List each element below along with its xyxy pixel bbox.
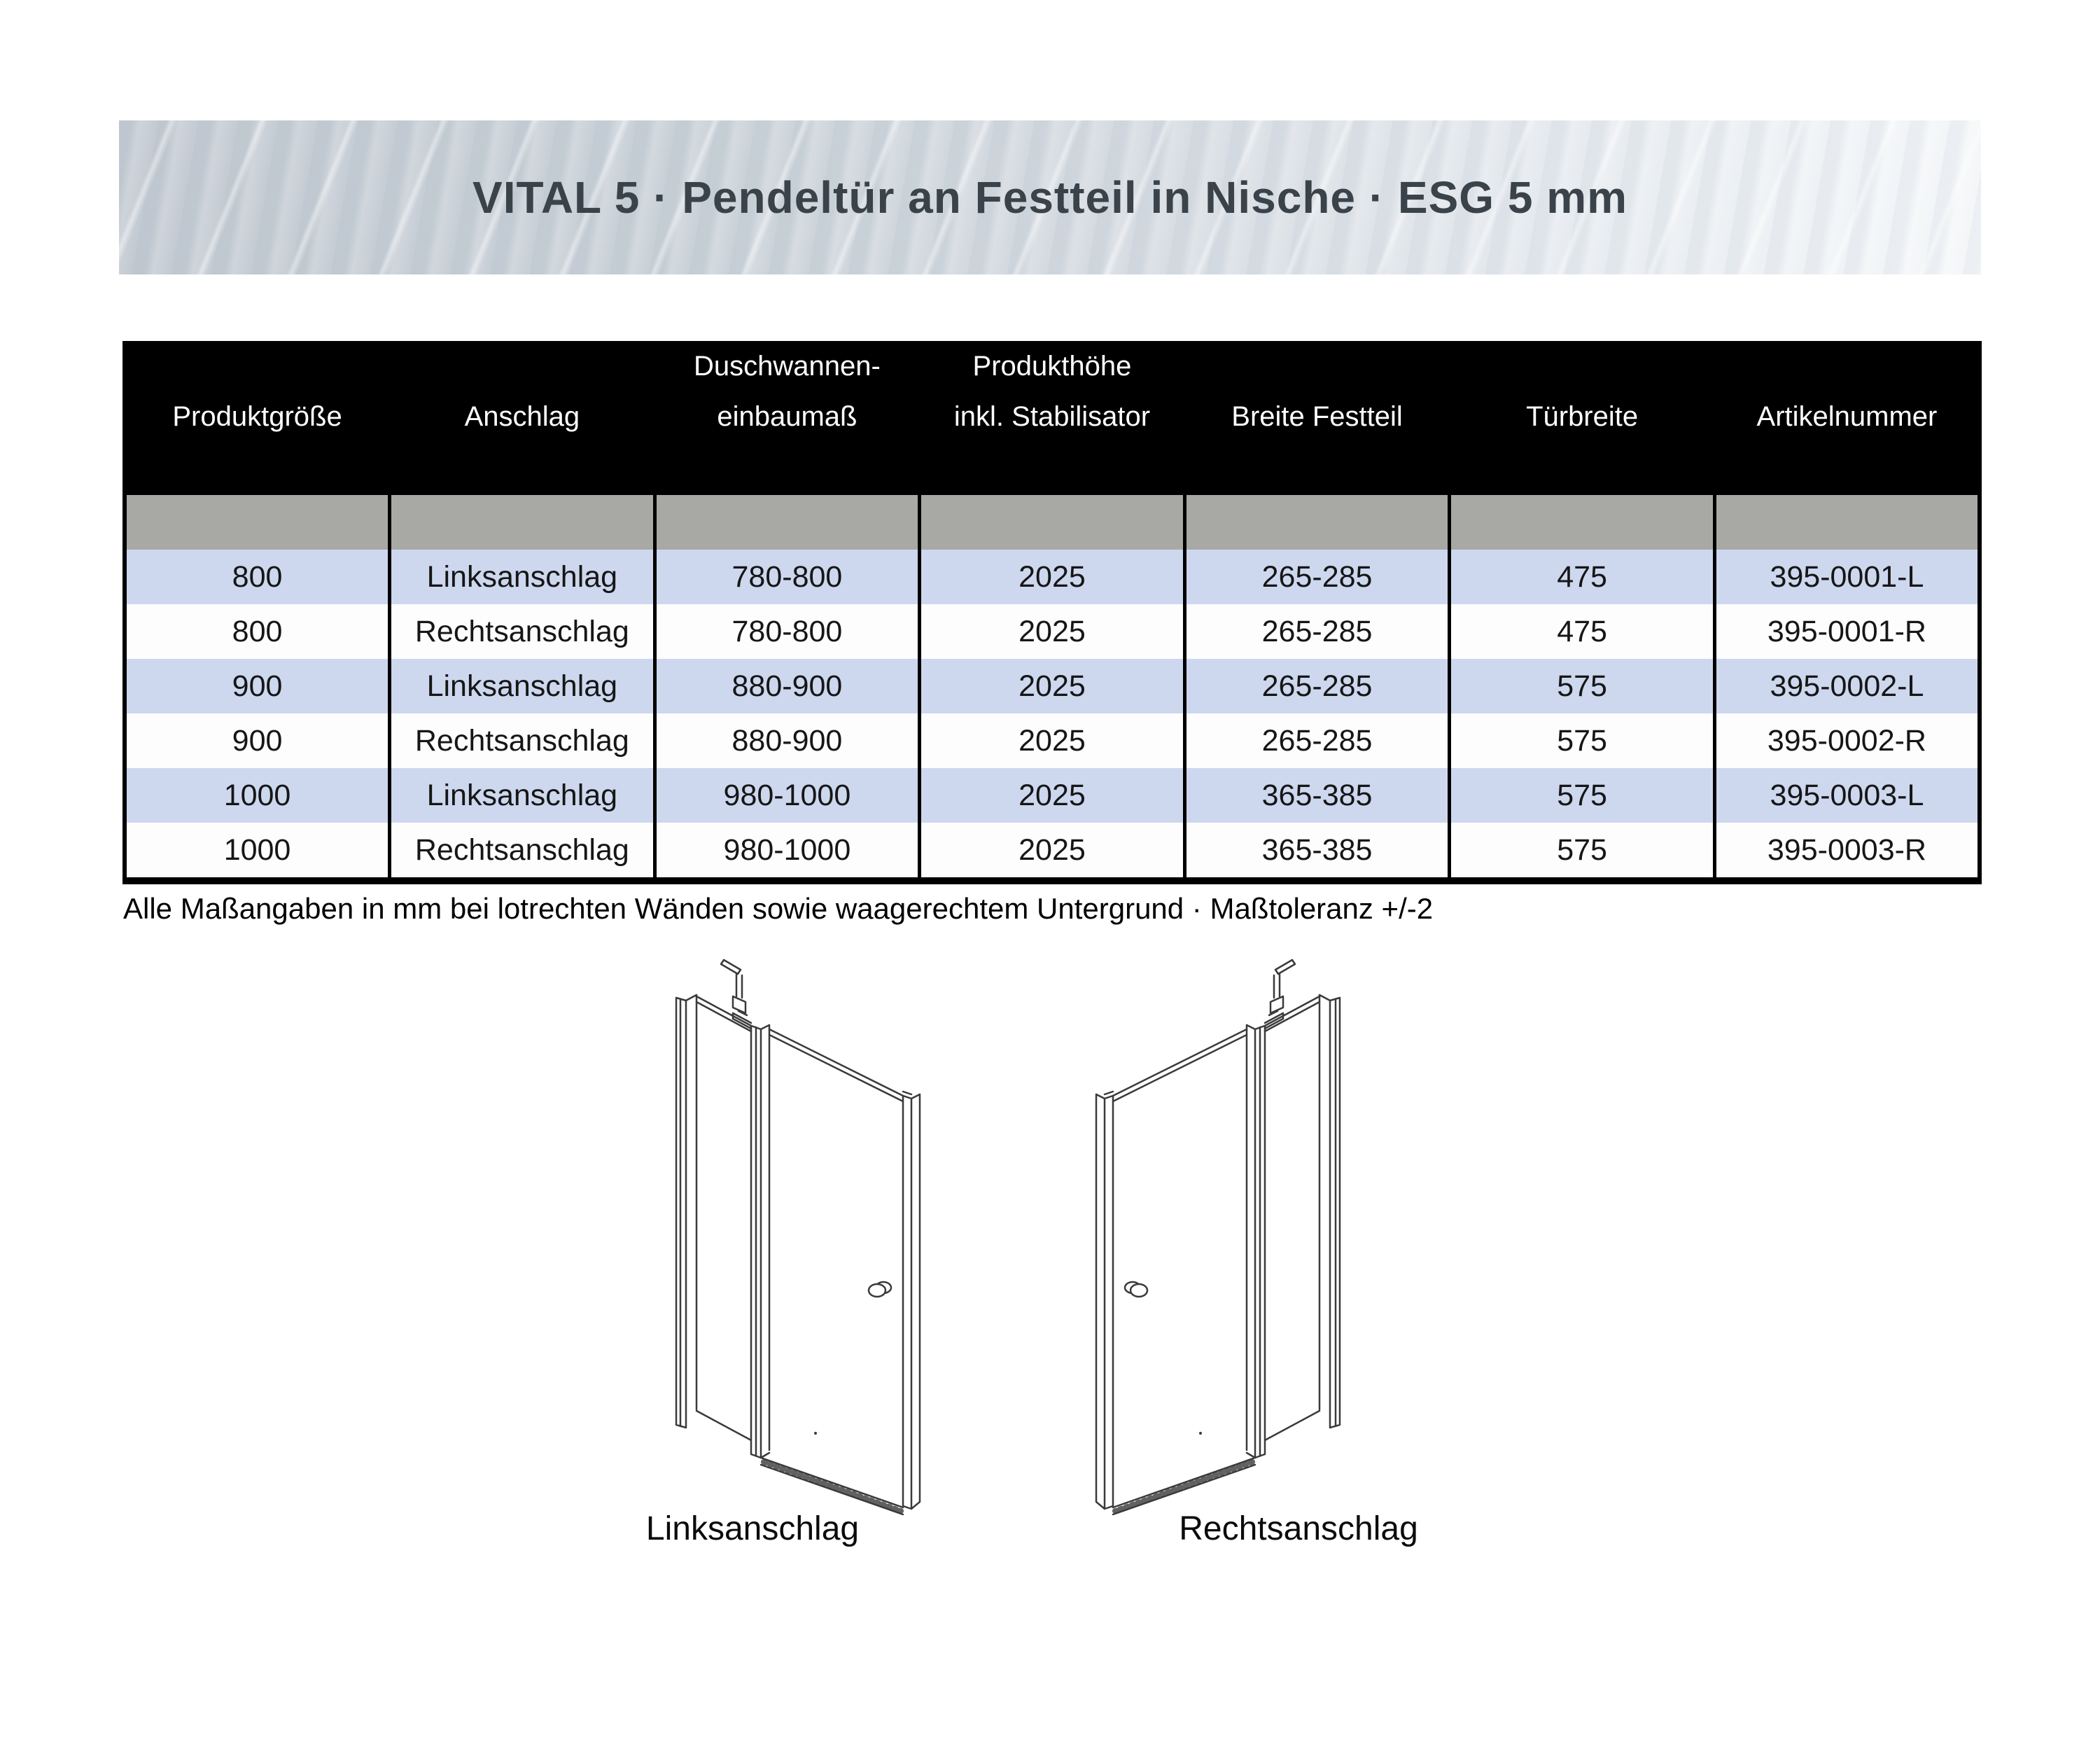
header-line2: Breite Festteil xyxy=(1231,401,1403,432)
cell-artikelnummer: 395-0001-L xyxy=(1714,550,1980,604)
header-line1 xyxy=(127,341,388,391)
cell-produkthoehe: 2025 xyxy=(920,713,1185,768)
header-line1 xyxy=(1716,341,1977,391)
cell-tuerbreite: 575 xyxy=(1450,713,1715,768)
header-line1 xyxy=(1451,341,1713,391)
cell-tuerbreite: 575 xyxy=(1450,659,1715,713)
cell-tuerbreite: 575 xyxy=(1450,823,1715,881)
table-row xyxy=(125,550,1980,604)
cell-anschlag: Rechtsanschlag xyxy=(390,713,655,768)
col-header-produktgroesse xyxy=(125,341,390,495)
header-line2: Türbreite xyxy=(1526,401,1639,432)
cell-anschlag: Linksanschlag xyxy=(390,550,655,604)
col-header-artikelnummer xyxy=(1714,341,1980,495)
product-spec-table xyxy=(122,341,1982,884)
cell-einbaumass: 780-800 xyxy=(654,604,920,659)
header-line1 xyxy=(391,341,653,391)
col-header-anschlag xyxy=(390,341,655,495)
cell-produkthoehe: 2025 xyxy=(920,659,1185,713)
table-row xyxy=(125,768,1980,823)
cell-produktgroesse: 900 xyxy=(125,659,390,713)
cell-produkthoehe: 2025 xyxy=(920,550,1185,604)
col-header-produkthoehe xyxy=(920,341,1185,495)
cell-produktgroesse: 900 xyxy=(125,713,390,768)
diagram-label-linksanschlag: Linksanschlag xyxy=(645,1510,860,1547)
cell-anschlag: Rechtsanschlag xyxy=(390,823,655,881)
header-line1 xyxy=(1186,341,1448,391)
cell-produktgroesse: 1000 xyxy=(125,823,390,881)
header-line2: inkl. Stabilisator xyxy=(953,401,1151,432)
table-row xyxy=(125,604,1980,659)
cell-artikelnummer: 395-0003-L xyxy=(1714,768,1980,823)
spacer-cell xyxy=(1184,495,1450,550)
cell-breite-festteil: 365-385 xyxy=(1184,823,1450,881)
col-header-tuerbreite xyxy=(1450,341,1715,495)
spacer-cell xyxy=(125,495,390,550)
cell-einbaumass: 880-900 xyxy=(654,713,920,768)
cell-einbaumass: 980-1000 xyxy=(654,823,920,881)
cell-anschlag: Linksanschlag xyxy=(390,768,655,823)
header-banner xyxy=(119,120,1981,274)
cell-breite-festteil: 265-285 xyxy=(1184,713,1450,768)
cell-einbaumass: 880-900 xyxy=(654,659,920,713)
page-title: VITAL 5 · Pendeltür an Festteil in Nische · ESG 5 mm xyxy=(472,172,1628,223)
diagram-rechtsanschlag xyxy=(1082,956,1362,1516)
table-row xyxy=(125,713,1980,768)
header-line1: Produkthöhe xyxy=(972,351,1132,382)
col-header-breite-festteil xyxy=(1184,341,1450,495)
cell-tuerbreite: 475 xyxy=(1450,550,1715,604)
cell-artikelnummer: 395-0003-R xyxy=(1714,823,1980,881)
spacer-cell xyxy=(1450,495,1715,550)
cell-breite-festteil: 265-285 xyxy=(1184,659,1450,713)
cell-artikelnummer: 395-0002-R xyxy=(1714,713,1980,768)
cell-artikelnummer: 395-0001-R xyxy=(1714,604,1980,659)
table-spacer-row xyxy=(125,495,1980,550)
cell-produkthoehe: 2025 xyxy=(920,768,1185,823)
spacer-cell xyxy=(1714,495,1980,550)
header-line2: Artikelnummer xyxy=(1756,401,1938,432)
shower-door-drawing-left xyxy=(654,956,934,1516)
dimensions-note: Alle Maßangaben in mm bei lotrechten Wänden sowie waagerechtem Untergrund · Maßtoleranz +/-2 xyxy=(123,892,1434,925)
cell-produktgroesse: 800 xyxy=(125,604,390,659)
col-header-duschwanneneinbaumass xyxy=(654,341,920,495)
cell-tuerbreite: 475 xyxy=(1450,604,1715,659)
cell-anschlag: Linksanschlag xyxy=(390,659,655,713)
cell-produkthoehe: 2025 xyxy=(920,823,1185,881)
diagram-linksanschlag xyxy=(654,956,934,1516)
cell-breite-festteil: 265-285 xyxy=(1184,604,1450,659)
cell-produktgroesse: 1000 xyxy=(125,768,390,823)
table-row xyxy=(125,823,1980,881)
shower-door-drawing-right xyxy=(1082,956,1362,1516)
cell-produktgroesse: 800 xyxy=(125,550,390,604)
spacer-cell xyxy=(390,495,655,550)
cell-breite-festteil: 365-385 xyxy=(1184,768,1450,823)
header-line2: einbaumaß xyxy=(717,401,858,432)
diagram-label-rechtsanschlag: Rechtsanschlag xyxy=(1179,1510,1418,1547)
spacer-cell xyxy=(920,495,1185,550)
spacer-cell xyxy=(654,495,920,550)
cell-einbaumass: 980-1000 xyxy=(654,768,920,823)
table-header-row xyxy=(125,341,1980,495)
header-line2: Anschlag xyxy=(464,401,580,432)
header-line1: Duschwannen- xyxy=(693,351,881,382)
cell-produkthoehe: 2025 xyxy=(920,604,1185,659)
cell-anschlag: Rechtsanschlag xyxy=(390,604,655,659)
header-line2: Produktgröße xyxy=(172,401,342,432)
cell-artikelnummer: 395-0002-L xyxy=(1714,659,1980,713)
table-row xyxy=(125,659,1980,713)
cell-breite-festteil: 265-285 xyxy=(1184,550,1450,604)
cell-tuerbreite: 575 xyxy=(1450,768,1715,823)
cell-einbaumass: 780-800 xyxy=(654,550,920,604)
